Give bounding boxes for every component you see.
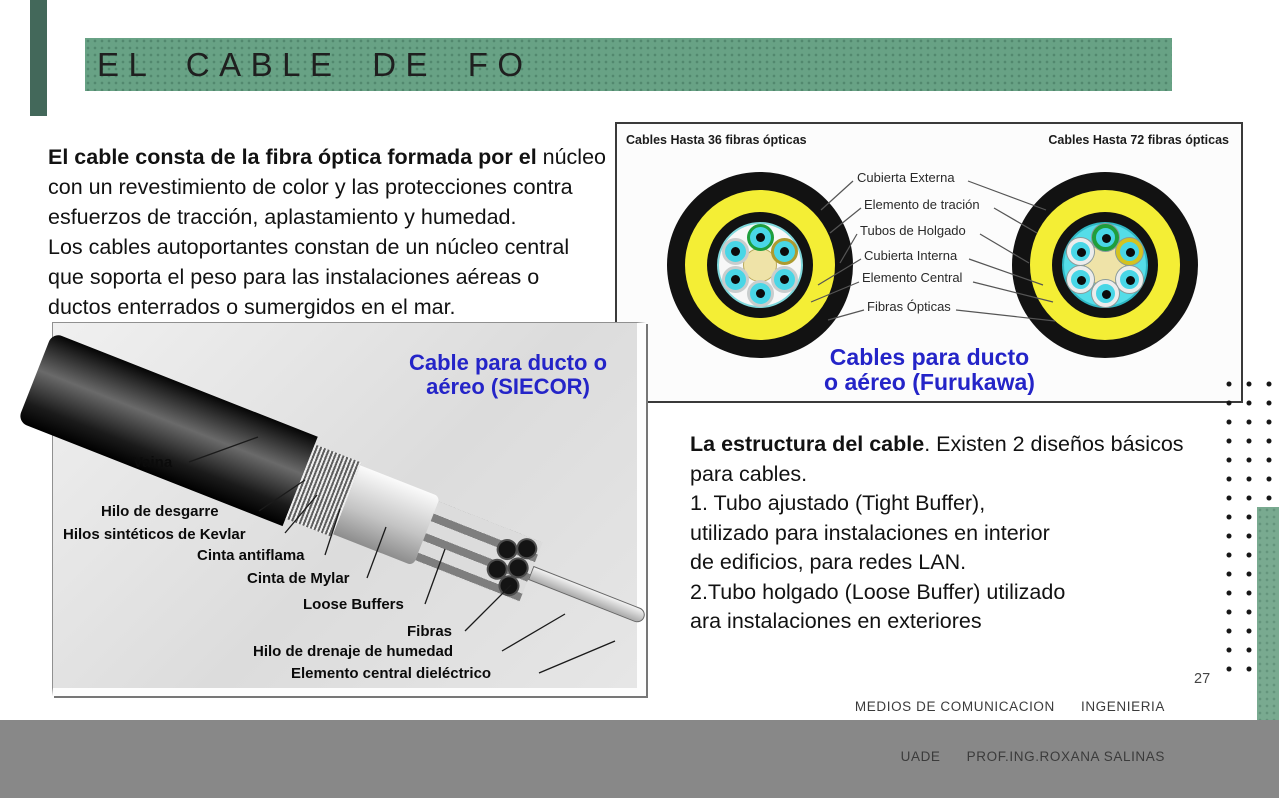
label-tubos-de-holgado: Tubos de Holgado xyxy=(860,223,966,238)
label-fibras-opticas: Fibras Ópticas xyxy=(867,299,951,314)
label-cubierta-externa: Cubierta Externa xyxy=(857,170,955,185)
label-vaina: Vaina xyxy=(133,454,173,471)
buffer-tube xyxy=(722,238,749,265)
footer-line1: MEDIOS DE COMUNICACION INGENIERIA xyxy=(854,699,1165,714)
buffer-tube xyxy=(1067,238,1094,265)
buffer-tube xyxy=(747,224,774,251)
label-hilo-de-desgarre: Hilo de desgarre xyxy=(101,503,219,520)
siecor-caption xyxy=(383,351,633,399)
structure-line: 1. Tubo ajustado (Tight Buffer), xyxy=(690,491,986,515)
loose-buffer-tubes-segment xyxy=(415,502,543,603)
buffer-tube xyxy=(1067,266,1094,293)
dot-grid-decoration xyxy=(1219,375,1259,675)
buffer-tube xyxy=(722,266,749,293)
intro-line: ductos enterrados o sumergidos en el mar. xyxy=(48,295,456,319)
intro-line: esfuerzos de tracción, aplastamiento y humedad. xyxy=(48,205,517,229)
label-hilos-sinteticos-de-kevlar: Hilos sintéticos de Kevlar xyxy=(63,526,246,543)
structure-line: ara instalaciones en exteriores xyxy=(690,609,982,633)
label-elemento-central: Elemento Central xyxy=(862,270,963,285)
cable-cross-section-36 xyxy=(667,172,853,358)
furukawa-caption xyxy=(797,345,1062,395)
central-member-segment xyxy=(528,565,647,624)
structure-line: 2.Tubo holgado (Loose Buffer) utilizado xyxy=(690,579,1066,604)
buffer-tube xyxy=(1116,266,1143,293)
intro-lead-bold: El cable consta de la fibra óptica formada por el xyxy=(48,145,537,169)
label-cubierta-interna: Cubierta Interna xyxy=(864,248,958,263)
buffer-tube xyxy=(771,266,798,293)
structure-lead-rest: . Existen 2 diseños básicos xyxy=(924,432,1184,456)
buffer-tube xyxy=(747,280,774,307)
footer-line2: UADE PROF.ING.ROXANA SALINAS xyxy=(900,748,1165,764)
structure-line: utilizado para instalaciones en interior xyxy=(690,520,1050,545)
intro-line: con un revestimiento de color y las protecciones contra xyxy=(48,175,573,199)
label-loose-buffers: Loose Buffers xyxy=(303,596,404,613)
title-banner xyxy=(85,38,1172,91)
structure-paragraph xyxy=(690,430,1210,637)
siecor-caption-line2: aéreo (SIECOR) xyxy=(426,374,590,399)
footer xyxy=(855,666,1165,798)
cable-cross-section-72 xyxy=(1012,172,1198,358)
label-cinta-antiflama: Cinta antiflama xyxy=(197,547,305,564)
right-accent-bar xyxy=(1257,507,1279,720)
page-number: 27 xyxy=(1194,671,1211,687)
cable-jacket-segment xyxy=(17,332,317,526)
left-accent-bar xyxy=(30,0,47,116)
buffer-tube xyxy=(1092,224,1119,251)
furukawa-caption-line1: Cables para ducto xyxy=(829,344,1030,370)
intro-line xyxy=(48,142,633,172)
intro-paragraph xyxy=(48,142,633,322)
page-title: EL CABLE DE FO xyxy=(97,46,533,83)
label-elemento-de-tracion: Elemento de tración xyxy=(864,197,980,212)
buffer-tube xyxy=(1092,280,1119,307)
label-elemento-central-dielectrico: Elemento central dieléctrico xyxy=(291,665,492,682)
buffer-tube xyxy=(1116,238,1143,265)
intro-line: que soporta el peso para las instalaciones aéreas o xyxy=(48,265,540,289)
siecor-caption-line1: Cable para ducto o xyxy=(408,350,608,375)
siecor-diagram xyxy=(52,322,646,696)
structure-line xyxy=(690,430,1210,460)
label-cinta-de-mylar: Cinta de Mylar xyxy=(247,570,350,587)
dot-grid-decoration xyxy=(1259,375,1279,507)
buffer-tube xyxy=(771,238,798,265)
furukawa-heading-72-fibers: Cables Hasta 72 fibras ópticas xyxy=(1048,133,1229,147)
furukawa-diagram xyxy=(615,122,1243,403)
structure-line: para cables. xyxy=(690,461,808,486)
intro-lead-rest: núcleo xyxy=(536,145,607,169)
structure-line: de edificios, para redes LAN. xyxy=(690,550,967,574)
furukawa-heading-36-fibers: Cables Hasta 36 fibras ópticas xyxy=(626,133,807,147)
intro-line: Los cables autoportantes constan de un núcleo central xyxy=(48,235,570,259)
label-hilo-de-drenaje-de-humedad: Hilo de drenaje de humedad xyxy=(253,643,454,660)
label-fibras: Fibras xyxy=(407,623,453,640)
structure-lead-bold: La estructura del cable xyxy=(690,432,925,456)
furukawa-caption-line2: o aéreo (Furukawa) xyxy=(824,369,1035,395)
